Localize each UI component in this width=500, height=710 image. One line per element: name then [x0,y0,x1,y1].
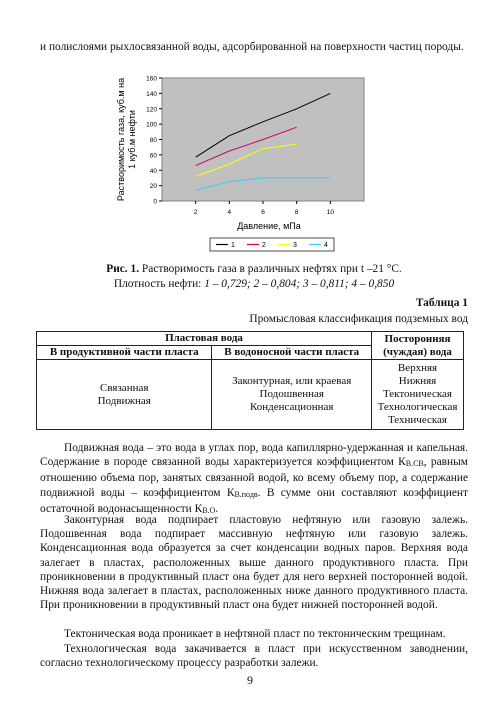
body-paragraph-2: Законтурная вода подпирает пластовую нефтяную или газовую залежь. Подошвенная вода подпирает массивную нефтяную или газовую залежь. Конденсационная вода образуется за счет конденсации водных паров. Верхняя вода залегает в пластах, расположенных выше данного продуктивного пласта. При проникновении в продуктивный пласт она будет для него верхней посторонней водой. Нижняя вода залегает в пластах, расположенных ниже данного продуктивного пласта. При проникновении в продуктивный пласт она будет нижней посторонней водой. [40,514,468,612]
p1-part: Подвижная вода – это вода в углах пор, вода капиллярно-удержанная и капельная. Содержание в породе связанной воды характеризуется коэффициентом К [40,442,468,469]
x-tick-label: 4 [227,209,232,216]
header-col2: В водоносной части пласта [212,346,372,360]
cell-col3-item: Технологическая [377,401,458,413]
table-subtitle: Промысловая классификация подземных вод [249,313,468,325]
y-axis-label: Растворимость газа, куб.м на [116,77,126,202]
classification-table [36,331,464,430]
intro-paragraph: и полислоями рыхлосвязанной воды, адсорбированной на поверхности частиц породы. [40,41,464,53]
page-number: 9 [247,673,253,687]
x-tick-label: 10 [326,209,334,216]
cell-col3-item: Верхняя [397,362,438,374]
cell-col2-item: Законтурная, или краевая [232,375,352,387]
y-tick-label: 140 [146,90,157,98]
p1-subscript: В.СВ [405,459,424,469]
legend-label-1: 1 [231,242,235,249]
cell-col1 [37,360,212,430]
body-paragraph-1 [40,441,468,518]
legend-label-3: 3 [293,242,297,249]
x-tick-label: 8 [294,209,299,216]
figure-caption-text: Растворимость газа в различных нефтях при t –21 °C. [141,263,402,275]
figure-caption-values: 1 – 0,729; 2 – 0,804; 3 – 0,811; 4 – 0,850 [204,278,395,290]
cell-col3-item: Техническая [387,414,447,426]
figure-caption-prefix: Плотность нефти: [113,278,202,290]
p1-part: . [215,502,219,515]
header-col3-line1: Посторонняя [384,332,451,345]
cell-col3 [372,360,464,430]
y-tick-label: 160 [146,75,157,83]
header-group: Пластовая вода [37,332,372,346]
cell-col1-item: Связанная [100,381,149,394]
p1-part: , равным отношению объема пор, занятых связанной водой, ко всему объему пор, а содержание подвижной воды – коэффициентом К [40,456,468,499]
cell-col3-item: Тектоническая [382,388,452,400]
y-tick-label: 120 [146,106,157,114]
header-col3-line2: (чуждая) вода [383,345,452,358]
legend-label-2: 2 [262,242,266,249]
legend-label-4: 4 [324,242,328,249]
y-tick-label: 40 [149,167,157,175]
solubility-chart [114,72,374,270]
y-tick-label: 80 [149,137,157,144]
y-axis-label: 1 куб.м нефти [127,110,137,169]
y-tick-label: 100 [146,121,157,129]
y-tick-label: 0 [153,198,157,206]
header-col1: В продуктивной части пласта [37,346,212,360]
figure-caption-label: Рис. 1. [106,263,140,275]
cell-col2-item: Конденсационная [249,401,334,413]
header-col3 [372,332,464,360]
table-title: Таблица 1 [415,297,468,309]
cell-col1-item: Подвижная [97,394,151,407]
p1-subscript: В.О [202,505,216,515]
body-paragraph-3: Тектоническая вода проникает в нефтяной пласт по тектоническим трещинам. [64,628,446,640]
cell-col3-item: Нижняя [398,375,437,387]
cell-col2 [212,360,372,430]
p1-part: . В сумме они составляют коэффициент остаточной водонасыщенности К [40,486,469,515]
p1-subscript: В.подв [234,489,258,499]
figure-caption [40,262,468,292]
x-tick-label: 6 [261,209,265,216]
body-paragraph-4: Технологическая вода закачивается в пласт при искусственном заводнении, согласно технологическому процессу разработки залежи. [40,643,468,670]
x-tick-label: 2 [193,209,198,216]
y-tick-label: 20 [149,183,157,191]
y-tick-label: 60 [149,152,157,160]
x-axis-label: Давление, мПа [237,221,301,231]
cell-col2-item: Подошвенная [259,388,324,400]
